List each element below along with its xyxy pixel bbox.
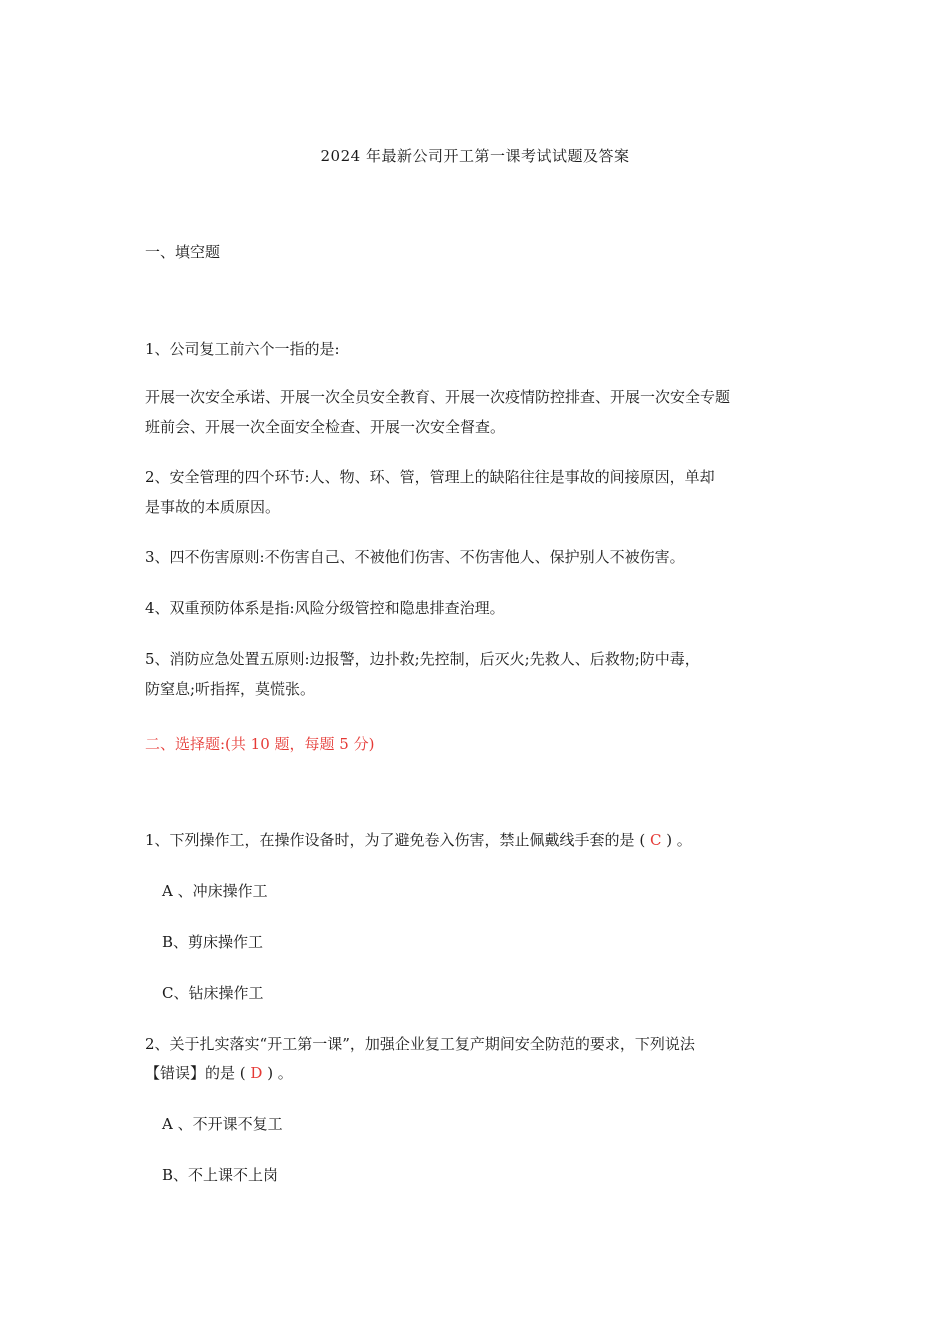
choice-question-1-text: 1、下列操作工，在操作设备时，为了避免卷入伤害，禁止佩戴线手套的是 ( xyxy=(145,831,650,849)
choice-question-2-answer: D xyxy=(250,1064,263,1082)
question-1-answer-line-1: 开展一次安全承诺、开展一次全员安全教育、开展一次疫情防控排查、开展一次安全专题 xyxy=(145,388,731,406)
choice-question-2-line-1: 2、关于扎实落实“开工第一课”，加强企业复工复产期间安全防范的要求，下列说法 xyxy=(145,1035,695,1053)
question-1-label: 1、公司复工前六个一指的是: xyxy=(145,340,340,358)
document-title: 2024 年最新公司开工第一课考试试题及答案 xyxy=(320,147,630,165)
question-2-line-1: 2、安全管理的四个环节:人、物、环、管，管理上的缺陷往往是事故的间接原因，单却 xyxy=(145,468,715,486)
choice-question-2-option-b: B、不上课不上岗 xyxy=(162,1166,279,1184)
choice-question-1-option-c: C、钻床操作工 xyxy=(162,984,264,1002)
section-heading-choice: 二、选择题:(共 10 题，每题 5 分) xyxy=(145,735,375,753)
choice-question-1-option-b: B、剪床操作工 xyxy=(162,933,264,951)
question-3: 3、四不伤害原则:不伤害自己、不被他们伤害、不伤害他人、保护别人不被伤害。 xyxy=(145,548,685,566)
choice-question-1 xyxy=(145,827,825,853)
question-5-line-1: 5、消防应急处置五原则:边报警，边扑救;先控制，后灭火;先救人、后救物;防中毒， xyxy=(145,650,700,668)
choice-question-2-line-2 xyxy=(145,1060,825,1086)
choice-question-2-text: 【错误】的是 ( xyxy=(145,1064,251,1082)
choice-question-1-option-a: A 、冲床操作工 xyxy=(162,882,268,900)
choice-question-2-option-a: A 、不开课不复工 xyxy=(162,1115,283,1133)
question-2-line-2: 是事故的本质原因。 xyxy=(145,498,281,516)
question-1-answer-line-2: 班前会、开展一次全面安全检查、开展一次安全督查。 xyxy=(145,418,506,436)
choice-question-1-text-end: ) 。 xyxy=(661,831,692,849)
section-heading-fill-blank: 一、填空题 xyxy=(145,243,221,261)
question-4: 4、双重预防体系是指:风险分级管控和隐患排查治理。 xyxy=(145,599,505,617)
choice-question-2-text-end: ) 。 xyxy=(262,1064,293,1082)
choice-question-1-answer: C xyxy=(649,831,662,849)
question-5-line-2: 防窒息;听指挥，莫慌张。 xyxy=(145,680,316,698)
